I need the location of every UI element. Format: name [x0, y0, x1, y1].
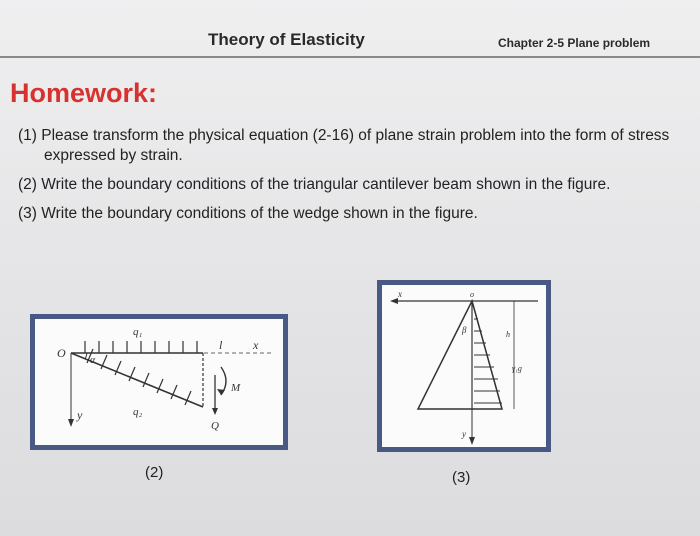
header-chapter: Chapter 2-5 Plane problem [498, 36, 651, 50]
q2-load-arrows [87, 349, 191, 405]
y-axis-label: y [462, 429, 466, 439]
cantilever-beam-diagram [35, 319, 283, 445]
q1-label: q₁ [133, 326, 143, 338]
length-label: l [219, 338, 223, 352]
moment-label: M [231, 382, 241, 394]
figure-wedge [377, 280, 551, 452]
homework-title: Homework: [10, 78, 158, 108]
homework-item-3: (3) Write the boundary conditions of the wedge shown in the figure. [18, 205, 478, 222]
homework-item-2: (2) Write the boundary conditions of the triangular cantilever beam shown in the figure. [18, 176, 611, 193]
q1-load-arrows [85, 341, 197, 353]
wedge-diagram [382, 285, 546, 447]
origin-label: o [470, 290, 474, 299]
figure-3-caption: (3) [452, 469, 471, 486]
q2-label: q₂ [133, 406, 143, 418]
shear-label: Q [211, 420, 219, 432]
depth-label: h [506, 330, 510, 339]
y-axis-label: y [77, 408, 83, 422]
figure-2-caption: (2) [145, 464, 164, 481]
gamma-label: γ₁g [512, 364, 522, 373]
x-axis-label: x [398, 289, 402, 299]
header-title: Theory of Elasticity [208, 30, 365, 49]
beta-label: β [462, 325, 467, 335]
figure-cantilever-beam [30, 314, 288, 450]
header-divider [0, 56, 700, 58]
origin-label: O [57, 346, 66, 360]
homework-item-1: (1) Please transform the physical equation (2-16) of plane strain problem into the form of stress expressed by strain. [18, 127, 670, 164]
alpha-label: α [90, 355, 96, 366]
homework-list [18, 126, 678, 233]
x-axis-label: x [253, 338, 259, 352]
alpha-arc [85, 353, 87, 359]
